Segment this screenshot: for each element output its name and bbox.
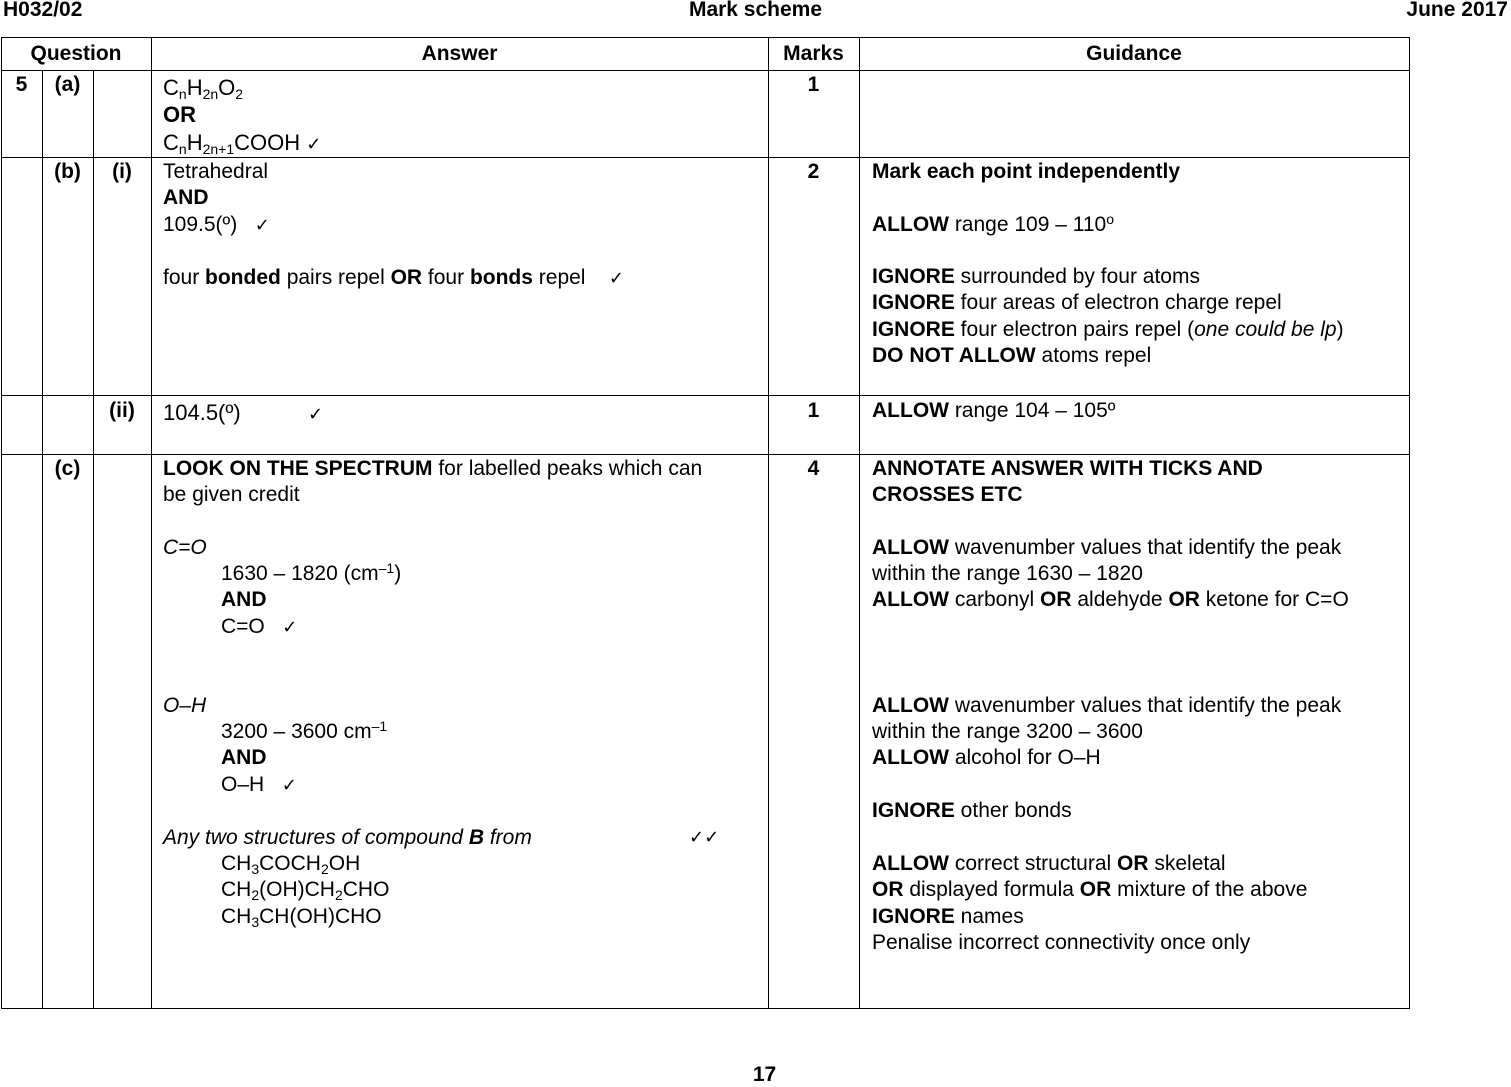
guidance-line: within the range 1630 – 1820 [872,562,1143,585]
tick-icon: ✓ [281,775,297,796]
answer-line: Any two structures of compound B from [163,826,532,849]
answer-formula-2: $C_nH_{2n+1}COOH$ ✓ [163,130,322,157]
answer-line: 104.5(º) ✓ [163,400,324,425]
answer-line: C=O [163,536,207,559]
answer-line: AND [221,746,267,769]
tick-icon: ✓ [308,404,324,425]
question-part: (b) [54,160,81,183]
answer-line: Tetrahedral [163,160,269,183]
guidance-line: ALLOW range 109 – 110$^o$ [872,211,1115,236]
guidance-line: IGNORE surrounded by four atoms [872,265,1200,288]
guidance-line: Mark each point independently [872,160,1181,183]
marks-value: 1 [807,399,820,422]
guidance-line: within the range 3200 – 3600 [872,720,1143,743]
answer-line: O–H ✓ [221,773,297,796]
document-title: Mark scheme [688,0,823,21]
guidance-line: IGNORE four electron pairs repel (one could be lp) [872,318,1344,341]
column-header-marks: Marks [783,42,844,65]
guidance-line: ANNOTATE ANSWER WITH TICKS AND [872,457,1263,480]
question-part: (a) [54,73,81,96]
guidance-line: CROSSES ETC [872,483,1023,506]
guidance-line: IGNORE four areas of electron charge repel [872,291,1282,314]
question-subpart: (i) [112,160,132,183]
answer-line: AND [163,186,209,209]
guidance-line: Penalise incorrect connectivity once only [872,931,1251,954]
marks-value: 2 [807,160,820,183]
guidance-line: ALLOW alcohol for O–H [872,746,1101,769]
answer-line: AND [221,588,267,611]
guidance-line: DO NOT ALLOW atoms repel [872,344,1152,367]
guidance-line: IGNORE names [872,905,1024,928]
tick-icon: ✓ [282,617,298,638]
guidance-line: ALLOW wavenumber values that identify the peak [872,694,1342,717]
column-header-guidance: Guidance [1086,42,1182,65]
guidance-line: ALLOW wavenumber values that identify the peak [872,536,1342,559]
answer-formula-1: $C_nH_{2n}O_2$ [163,75,244,102]
question-number: 5 [15,73,28,96]
guidance-line: OR displayed formula OR mixture of the above [872,878,1308,901]
column-header-answer: Answer [421,42,498,65]
double-tick-icon: ✓✓ [689,827,720,848]
answer-line: 1630 – 1820 $(cm^{-1})$ [221,560,402,585]
answer-line: be given credit [163,483,300,506]
guidance-line: ALLOW range 104 – 105º [872,399,1116,422]
answer-line: O–H [163,694,207,717]
document-date: June 2017 [1406,0,1508,21]
guidance-line: ALLOW carbonyl OR aldehyde OR ketone for C=O [872,588,1349,611]
answer-line: LOOK ON THE SPECTRUM for labelled peaks which can [163,457,703,480]
answer-or: OR [163,102,196,127]
guidance-line: IGNORE other bonds [872,799,1072,822]
answer-structure: $CH_3COCH_2OH$ [221,852,361,877]
marks-value: 4 [807,457,820,480]
answer-line: C=O ✓ [221,615,298,638]
tick-icon: ✓ [306,134,322,155]
tick-icon: ✓ [608,268,624,289]
question-subpart: (ii) [109,399,135,422]
answer-line: 3200 – 3600 $cm^{-1}$ [221,718,388,743]
answer-line: four bonded pairs repel OR four bonds repel ✓ [163,266,624,289]
tick-icon: ✓ [254,215,270,236]
question-part: (c) [54,457,81,480]
document-code: H032/02 [3,0,83,21]
answer-structure: $CH_3CH(OH)CHO$ [221,905,382,930]
answer-structure: $CH_2(OH)CH_2CHO$ [221,878,390,903]
answer-line: 109.5(º) ✓ [163,213,270,236]
page-number: 17 [752,1063,777,1086]
column-header-question: Question [30,42,122,65]
guidance-line: ALLOW correct structural OR skeletal [872,852,1226,875]
marks-value: 1 [807,73,820,96]
